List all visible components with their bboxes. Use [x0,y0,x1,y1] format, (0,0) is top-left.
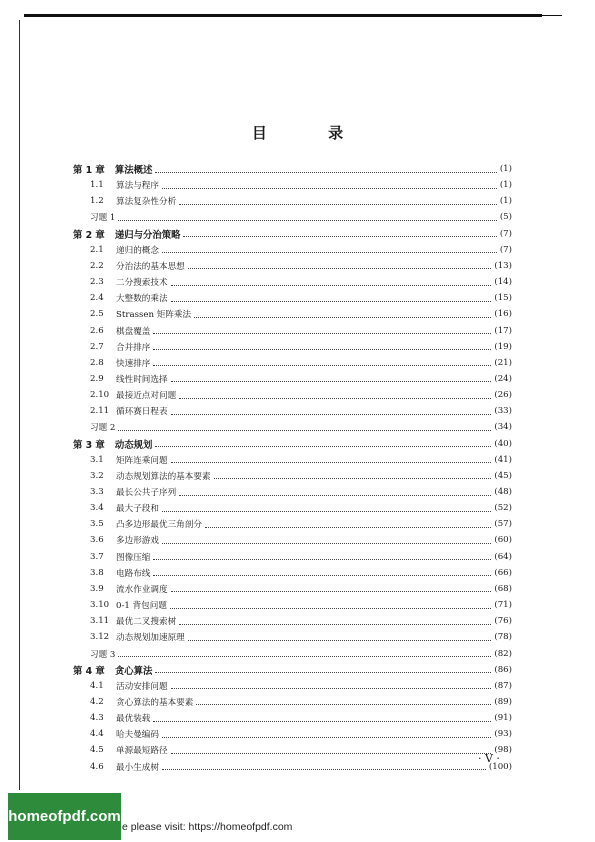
toc-page-number: (34) [494,422,512,433]
toc-page-number: (1) [499,164,512,174]
toc-section-row[interactable] [90,403,512,419]
dot-leader [155,436,491,447]
toc-page-number: (57) [494,519,512,530]
toc-number: 4.1 [90,680,104,691]
toc-page-number: (100) [488,761,512,772]
toc-number: 2.5 [90,309,104,320]
dot-leader [183,226,496,237]
dot-leader [171,581,492,592]
toc-title: 最大子段和 [116,504,159,515]
dot-leader [171,743,492,754]
dot-leader [162,759,486,770]
dot-leader [162,178,497,189]
toc-chapter-row[interactable] [73,662,512,678]
toc-title: 最优二叉搜索树 [116,617,177,628]
toc-title: 习题 2 [90,423,116,434]
page-number: · V · [478,752,500,765]
toc-number: 3.3 [90,487,104,497]
toc-number: 3.8 [90,567,104,578]
toc-page-number: (98) [494,745,512,756]
dot-leader [171,678,492,689]
toc-title: 快速排序 [116,358,151,369]
toc-title: 合并排序 [116,342,151,353]
toc-page-number: (7) [499,228,512,239]
dot-leader [118,420,491,431]
toc-number: 3.1 [90,454,104,465]
toc-page-number: (1) [499,196,512,207]
toc-page-number: (17) [494,325,512,336]
toc-title: 线性时间选择 [116,374,168,385]
dot-leader [179,485,491,496]
toc-title: 凸多边形最优三角剖分 [116,520,202,531]
dot-leader [155,662,491,673]
toc-title: 0-1 背包问题 [116,601,167,612]
toc-title: 算法概述 [114,165,153,176]
toc-number: 3.4 [90,503,104,514]
toc-title: 循环赛日程表 [116,407,168,418]
toc-page-number: (1) [499,180,512,191]
toc-page-number: (82) [494,648,512,659]
toc-section-row[interactable] [90,678,512,694]
toc-section-row[interactable] [90,242,512,258]
toc-section-row[interactable] [90,759,512,775]
toc-number: 2.9 [90,373,104,384]
toc-title: 最长公共子序列 [116,488,177,498]
toc-section-row[interactable] [90,549,512,565]
toc-page-number: (89) [494,696,512,707]
dot-leader [162,533,491,544]
toc-page-number: (21) [494,357,512,368]
toc-section-row[interactable] [90,339,512,355]
toc-exercise-row[interactable] [90,209,512,225]
toc-page-number: (76) [494,616,512,627]
toc-page-number: (91) [494,713,512,724]
toc-title: 算法复杂性分析 [116,197,177,208]
dot-leader [171,371,492,382]
dot-leader [179,194,497,205]
toc-section-row[interactable] [90,613,512,629]
toc-title: 贪心算法 [114,665,153,677]
toc-number: 3.11 [90,616,110,627]
toc-exercise-row[interactable] [90,419,512,435]
toc-section-row[interactable] [90,532,512,548]
dot-leader [179,388,491,399]
dot-leader [153,549,491,560]
dot-leader [170,598,491,609]
toc-page-number: (87) [494,680,512,691]
toc-page-number: (16) [494,309,512,320]
toc-page-number: (40) [494,438,512,449]
dot-leader [155,162,496,173]
toc-number: 3.6 [90,535,104,546]
dot-leader [162,501,491,512]
toc-title: 分治法的基本思想 [116,261,185,272]
toc-number: 第 4 章 [73,665,105,677]
toc-title: 图像压缩 [116,552,151,563]
dot-leader [171,275,492,286]
toc-title: 棋盘覆盖 [116,326,151,337]
toc-page-number: (26) [494,390,512,401]
toc-number: 3.5 [90,519,104,530]
homeofpdf-logo[interactable] [8,793,121,840]
toc-page-number: (5) [499,212,512,223]
toc-number: 1.2 [90,196,104,207]
toc-number: 4.6 [90,761,104,772]
toc-title: 算法与程序 [116,181,159,192]
toc-page-number: (68) [494,583,512,594]
top-rule [24,14,542,17]
toc-section-row[interactable] [90,387,512,403]
toc-title: 最接近点对问题 [116,391,177,402]
logo-text: homeofpdf.com [8,808,121,825]
toc-page-number: (86) [494,664,512,675]
dot-leader [162,727,491,738]
toc-title: 多边形游戏 [116,536,159,547]
toc-section-row[interactable] [90,516,512,532]
toc-number: 4.2 [90,696,104,707]
toc-section-row[interactable] [90,177,512,193]
toc-title: 习题 1 [90,213,116,224]
dot-leader [153,323,491,334]
toc-section-row[interactable] [90,371,512,387]
toc-page-number: (60) [494,535,512,546]
toc-section-row[interactable] [90,452,512,468]
toc-title: 电路布线 [116,568,151,579]
toc-page-number: (64) [494,551,512,562]
toc-title: 矩阵连乘问题 [116,455,168,466]
dot-leader [171,404,492,415]
toc-number: 2.6 [90,325,104,336]
toc-number: 2.4 [90,293,104,304]
toc-section-row[interactable] [90,323,512,339]
toc-number: 2.10 [90,390,110,401]
toc-section-row[interactable] [90,258,512,274]
toc-section-row[interactable] [90,355,512,371]
dot-leader [205,517,491,528]
toc-title: 大整数的乘法 [116,294,168,305]
toc-section-row[interactable] [90,500,512,516]
toc-title: 习题 3 [90,649,116,660]
toc-section-row[interactable] [90,694,512,710]
banner-link-text[interactable]: e please visit: https://homeofpdf.com [122,821,293,833]
toc-page-number: (93) [494,729,512,740]
toc-number: 4.5 [90,745,104,756]
dot-leader [118,646,491,657]
toc-number: 2.3 [90,277,104,288]
toc-title: 贪心算法的基本要素 [116,697,194,708]
toc-page-number: (33) [494,406,512,417]
toc-number: 第 1 章 [73,165,105,176]
dot-leader [196,694,491,705]
toc-page-number: (66) [494,567,512,578]
toc-page-number: (48) [494,487,512,497]
toc-number: 3.7 [90,551,104,562]
toc-title: 单源最短路径 [116,746,168,757]
toc-number: 1.1 [90,180,104,191]
toc-page-number: (41) [494,454,512,465]
toc-title: 最优装载 [116,714,151,725]
toc-chapter-row[interactable] [73,436,512,452]
toc-page-number: (78) [494,632,512,643]
toc-title: 流水作业调度 [116,584,168,595]
toc-section-row[interactable] [90,597,512,613]
toc-title: 递归的概念 [116,245,159,256]
toc-title: 递归与分治策略 [114,229,181,241]
toc-section-row[interactable] [90,726,512,742]
toc-number: 第 3 章 [73,439,105,451]
toc-page-number: (71) [494,600,512,611]
dot-leader [118,210,496,221]
toc-page-number: (24) [494,373,512,384]
toc-number: 3.9 [90,583,104,594]
page-title: 目 录 [251,124,372,142]
dot-leader [214,468,492,479]
dot-leader [153,565,491,576]
dot-leader [171,452,492,463]
toc-title: 动态规划 [114,439,153,451]
dot-leader [153,355,491,366]
toc-section-row[interactable] [90,710,512,726]
toc-section-row[interactable] [90,274,512,290]
toc-number: 2.2 [90,260,104,271]
toc-section-row[interactable] [90,468,512,484]
toc-title: Strassen 矩阵乘法 [116,310,192,321]
dot-leader [194,307,491,318]
toc-number: 4.4 [90,729,104,740]
toc-number: 3.2 [90,470,104,481]
toc-title: 活动安排问题 [116,681,168,692]
toc-title: 最小生成树 [116,762,159,773]
dot-leader [153,339,491,350]
toc-number: 第 2 章 [73,229,105,241]
toc-section-row[interactable] [90,193,512,209]
toc-page-number: (7) [499,244,512,255]
toc-number: 2.1 [90,244,104,255]
toc-section-row[interactable] [90,306,512,322]
dot-leader [188,258,492,269]
toc-number: 2.8 [90,357,104,368]
toc-page-number: (14) [494,277,512,288]
toc-number: 2.7 [90,341,104,352]
dot-leader [188,630,492,641]
toc-section-row[interactable] [90,565,512,581]
toc-title: 动态规划加速原理 [116,633,185,644]
toc-section-row[interactable] [90,629,512,645]
toc-title: 哈夫曼编码 [116,730,159,741]
toc-number: 3.12 [90,632,110,643]
toc-chapter-row[interactable] [73,161,512,177]
toc-title: 二分搜索技术 [116,278,168,289]
toc-section-row[interactable] [90,581,512,597]
toc-exercise-row[interactable] [90,646,512,662]
toc-number: 2.11 [90,406,110,417]
toc-number: 4.3 [90,713,104,724]
toc-section-row[interactable] [90,290,512,306]
dot-leader [179,614,491,625]
toc-title: 动态规划算法的基本要素 [116,471,211,482]
toc-section-row[interactable] [90,742,512,758]
toc-page-number: (13) [494,260,512,271]
toc-page-number: (15) [494,293,512,304]
toc-number: 3.10 [90,600,110,611]
toc-section-row[interactable] [90,484,512,500]
toc-chapter-row[interactable] [73,226,512,242]
toc-page-number: (52) [494,503,512,514]
dot-leader [171,291,492,302]
toc-page-number: (45) [494,470,512,481]
toc-page-number: (19) [494,341,512,352]
dot-leader [153,711,491,722]
dot-leader [162,242,497,253]
